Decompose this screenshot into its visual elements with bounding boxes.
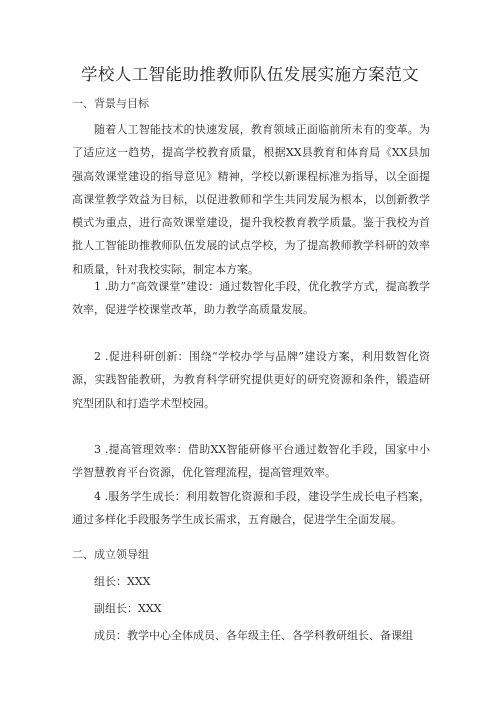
page-title: 学校人工智能助推教师队伍发展实施方案范文 bbox=[81, 65, 419, 84]
group-leader: 组长：XXX bbox=[94, 575, 151, 588]
goal-item-2: 2 .促进科研创新：围绕“学校办学与品牌”建设方案，利用数智化资源，实践智能教研，为教育科学研究提供更好的研究资源和条件，锻造研究型团队和打造学术型校园。 bbox=[72, 350, 430, 410]
goal-item-3: 3 .提高管理效率：借助XX智能研修平台通过数智化手段，国家中小学智慧教育平台资源，优化管理流程，提高管理效率。 bbox=[72, 443, 430, 480]
deputy-leader: 副组长：XXX bbox=[94, 602, 162, 615]
intro-paragraph: 随着人工智能技术的快速发展，教育领域正面临前所未有的变革。为了适应这一趋势，提高学校教育质量，根据XX县教育和体育局《XX县加强高效课堂建设的指导意见》精神，学校以新课程标准为指导，以全面提高课堂教学效益为目标，以促进教师和学生共同发展为根本，以创新教学模式为重点，进行高效课堂建设，提升我校教育教学质量。鉴于我校为首批人工智能助推教师队伍发展的试点学校，为了提高教师教学科研的效率和质量，针对我校实际，制定本方案。 bbox=[72, 123, 430, 276]
section-heading-background: 一、背景与目标 bbox=[72, 97, 149, 110]
group-members: 成员：教学中心全体成员、各年级主任、各学科教研组长、备课组 bbox=[94, 629, 413, 642]
section-heading-leadership: 二、成立领导组 bbox=[72, 548, 149, 561]
goal-item-4: 4 .服务学生成长：利用数智化资源和手段，建设学生成长电子档案，通过多样化手段服务学生成长需求，五育融合，促进学生全面发展。 bbox=[72, 490, 430, 527]
goal-item-1: 1 .助力“高效课堂”建设：通过数智化手段，优化教学方式，提高教学效率，促进学校课堂改革，助力教学高质量发展。 bbox=[72, 280, 430, 317]
